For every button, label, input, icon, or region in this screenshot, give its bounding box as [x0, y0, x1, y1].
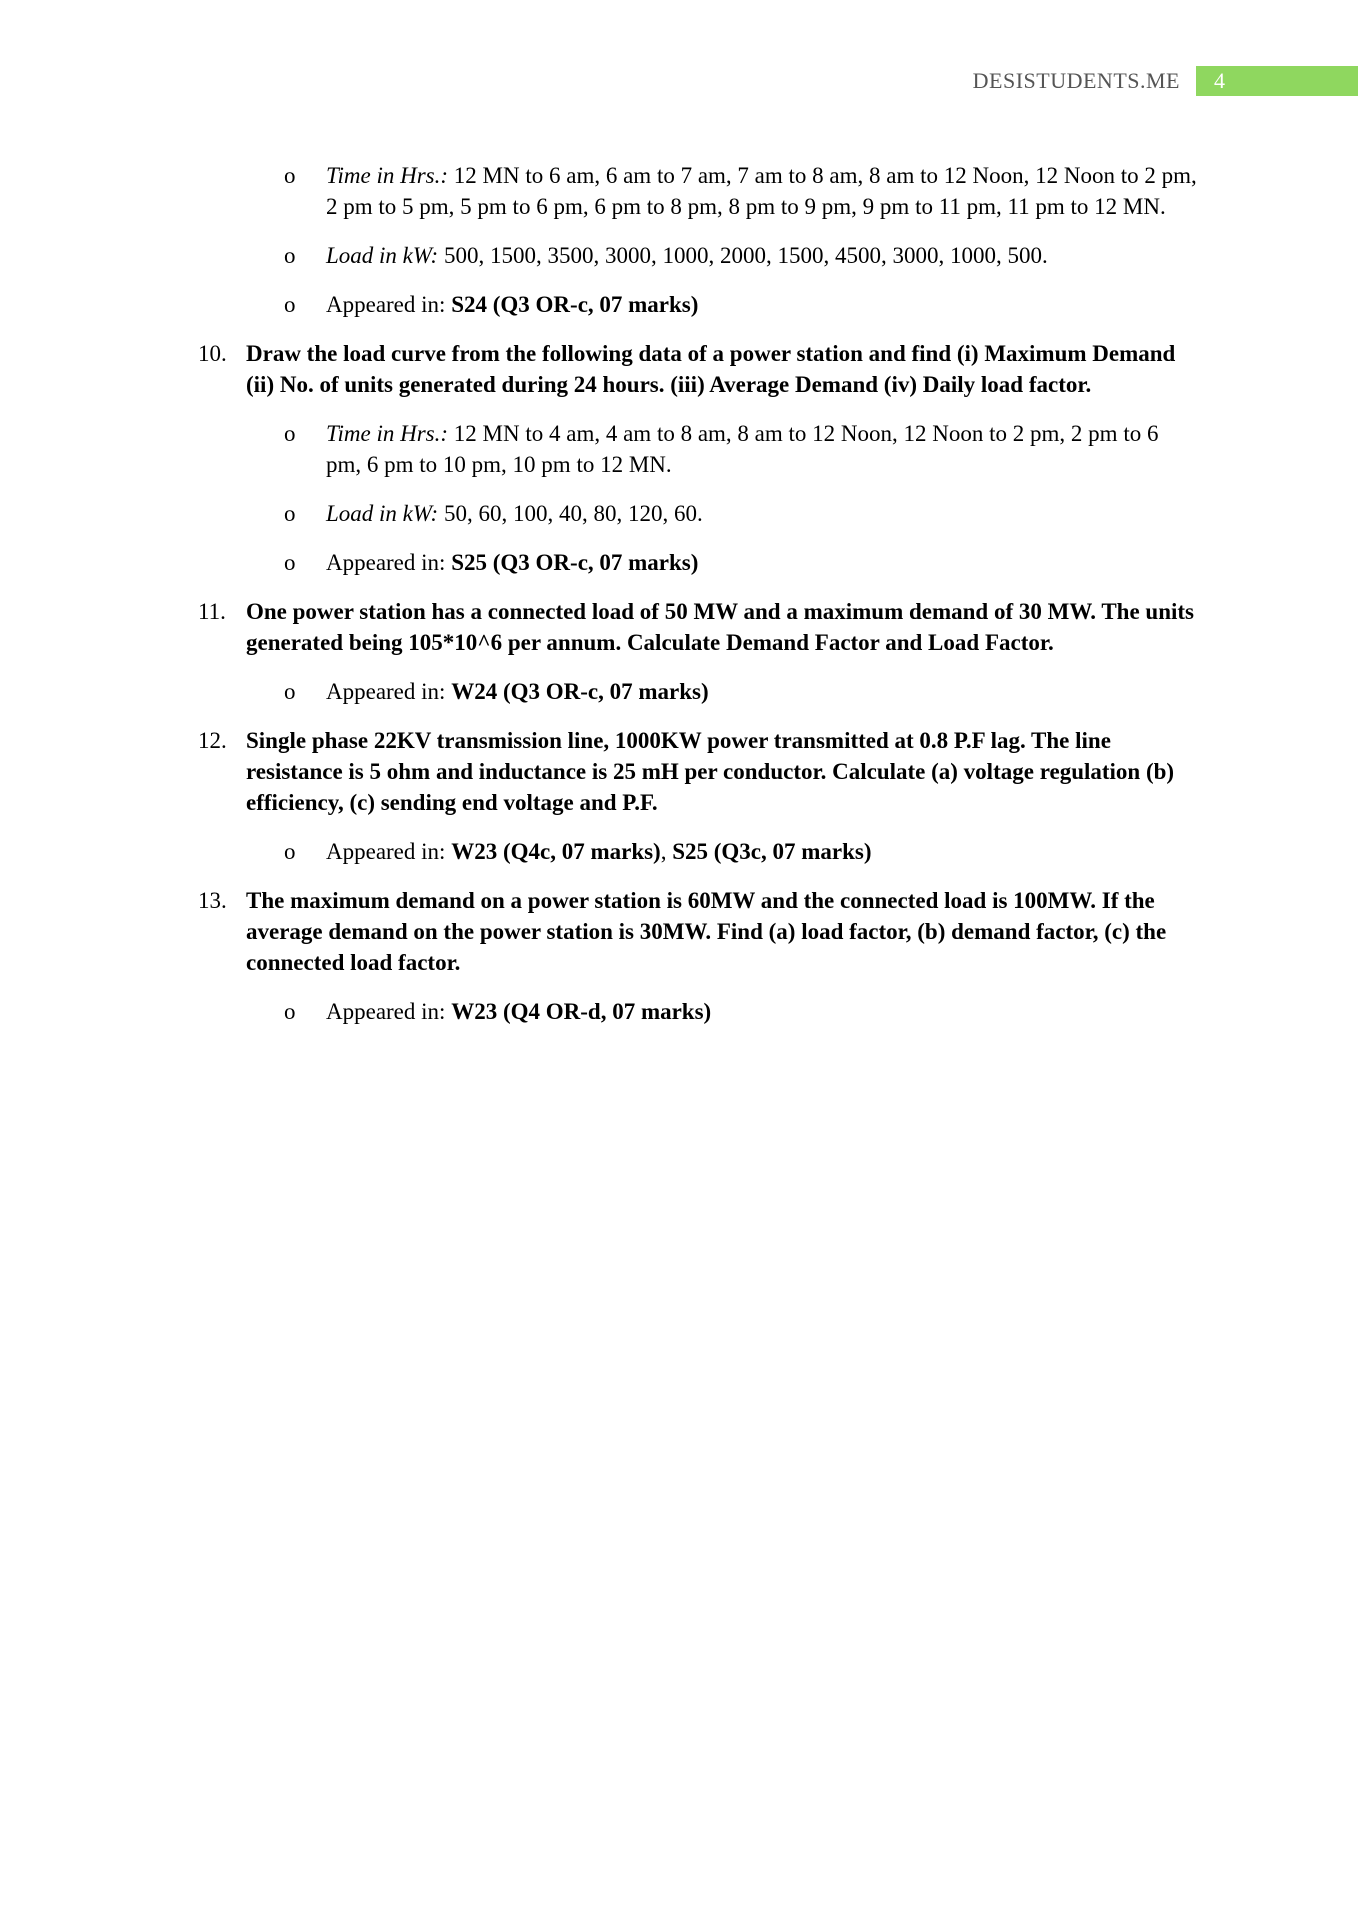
time-values: 12 MN to 6 am, 6 am to 7 am, 7 am to 8 am, 8 am to 12 Noon, 12 Noon to 2 pm, 2 pm to 5 pm, 5 pm to 6 pm, 6 pm to 8 pm, 8 pm to 9 pm, 9 pm to 11 pm, 11 pm to 12 MN. [326, 163, 1197, 219]
load-list [198, 240, 1198, 271]
appeared-refs: S25 (Q3 OR-c, 07 marks) [451, 550, 699, 575]
question-11 [198, 596, 1198, 658]
appeared-in [198, 996, 1198, 1027]
site-name: DESISTUDENTS.ME [972, 68, 1180, 93]
question-number: 11. [198, 599, 226, 624]
page-number: 4 [1196, 66, 1358, 96]
load-list [198, 498, 1198, 529]
load-values: 50, 60, 100, 40, 80, 120, 60. [438, 501, 703, 526]
bullet: o [284, 501, 296, 526]
load-values: 500, 1500, 3500, 3000, 1000, 2000, 1500, 4500, 3000, 1000, 500. [438, 243, 1048, 268]
question-number: 13. [198, 888, 227, 913]
appeared-refs: W24 (Q3 OR-c, 07 marks) [451, 679, 709, 704]
question-text: The maximum demand on a power station is 60MW and the connected load is 100MW. If the average demand on the power station is 30MW. Find (a) load factor, (b) demand factor, (c) the connected load factor. [246, 888, 1167, 975]
bullet: o [284, 550, 296, 575]
question-12 [198, 725, 1198, 818]
time-values: 12 MN to 4 am, 4 am to 8 am, 8 am to 12 Noon, 12 Noon to 2 pm, 2 pm to 6 pm, 6 pm to 10 pm, 10 pm to 12 MN. [326, 421, 1159, 477]
time-list [198, 160, 1198, 222]
time-label: Time in Hrs.: [326, 421, 449, 446]
question-number: 10. [198, 341, 227, 366]
appeared-in [198, 676, 1198, 707]
load-label: Load in kW: [326, 243, 439, 268]
time-label: Time in Hrs.: [326, 163, 449, 188]
bullet: o [284, 421, 296, 446]
appeared-prefix: Appeared in: [326, 550, 452, 575]
time-list [198, 418, 1198, 480]
question-text: Single phase 22KV transmission line, 1000KW power transmitted at 0.8 P.F lag. The line resistance is 5 ohm and inductance is 25 mH per conductor. Calculate (a) voltage regulation (b) efficiency, (c) sending end voltage and P.F. [246, 728, 1175, 815]
appeared-refs: S24 (Q3 OR-c, 07 marks) [451, 292, 699, 317]
appeared-refs: W23 (Q4 OR-d, 07 marks) [451, 999, 712, 1024]
appeared-prefix: Appeared in: [326, 679, 452, 704]
appeared-prefix: Appeared in: [326, 292, 452, 317]
question-number: 12. [198, 728, 227, 753]
document-body [198, 160, 1198, 1045]
appeared-separator: , [660, 839, 673, 864]
appeared-refs-2: S25 (Q3c, 07 marks) [672, 839, 872, 864]
question-13 [198, 885, 1198, 978]
load-label: Load in kW: [326, 501, 439, 526]
bullet: o [284, 839, 296, 864]
appeared-in [198, 289, 1198, 320]
bullet: o [284, 163, 296, 188]
bullet: o [284, 292, 296, 317]
bullet: o [284, 243, 296, 268]
question-10 [198, 338, 1198, 400]
appeared-prefix: Appeared in: [326, 999, 452, 1024]
appeared-in [198, 547, 1198, 578]
bullet: o [284, 999, 296, 1024]
appeared-in [198, 836, 1198, 867]
question-text: Draw the load curve from the following data of a power station and find (i) Maximum Demand (ii) No. of units generated during 24 hours. (iii) Average Demand (iv) Daily load factor. [246, 341, 1176, 397]
appeared-prefix: Appeared in: [326, 839, 452, 864]
bullet: o [284, 679, 296, 704]
question-text: One power station has a connected load of 50 MW and a maximum demand of 30 MW. The units generated being 105*10^6 per annum. Calculate Demand Factor and Load Factor. [246, 599, 1194, 655]
page-header [973, 66, 1358, 96]
appeared-refs: W23 (Q4c, 07 marks) [451, 839, 661, 864]
